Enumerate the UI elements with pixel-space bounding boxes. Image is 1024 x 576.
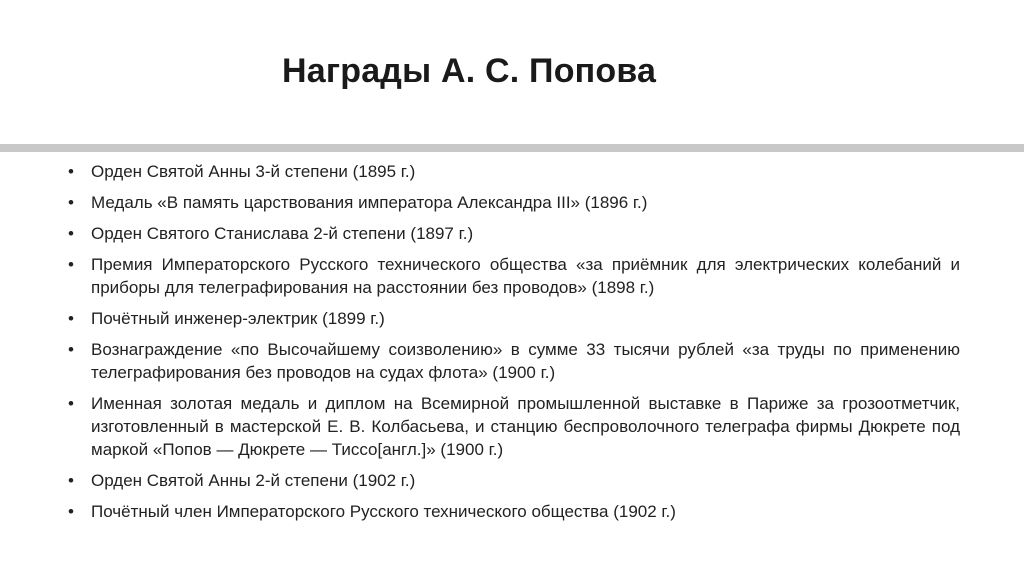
award-text: Почётный инженер-электрик (1899 г.) bbox=[91, 309, 385, 328]
bullet-icon: • bbox=[68, 394, 74, 413]
award-text: Медаль «В память царствования императора Александра III» (1896 г.) bbox=[91, 193, 648, 212]
bullet-icon: • bbox=[68, 255, 74, 274]
list-item bbox=[64, 307, 960, 330]
bullet-icon: • bbox=[68, 162, 74, 181]
list-item bbox=[64, 392, 960, 461]
title-divider bbox=[0, 144, 1024, 152]
award-text: Вознаграждение «по Высочайшему соизволению» в сумме 33 тысячи рублей «за труды по применению телеграфирования без проводов на судах флота» (1900 г.) bbox=[91, 340, 960, 382]
award-text: Именная золотая медаль и диплом на Всемирной промышленной выставке в Париже за грозоотметчик, изготовленный в мастерской Е. В. Колбасьева, и станцию беспроволочного телеграфа фирмы Дюкрете под маркой «Попов — Дюкрете — Тиссо[англ.]» (1900 г.) bbox=[91, 394, 960, 459]
bullet-icon: • bbox=[68, 502, 74, 521]
slide-title: Награды А. С. Попова bbox=[282, 52, 657, 90]
list-item bbox=[64, 160, 960, 183]
list-item bbox=[64, 469, 960, 492]
list-item bbox=[64, 338, 960, 384]
awards-list bbox=[64, 160, 960, 531]
bullet-icon: • bbox=[68, 224, 74, 243]
bullet-icon: • bbox=[68, 309, 74, 328]
award-text: Орден Святого Станислава 2-й степени (1897 г.) bbox=[91, 224, 474, 243]
award-text: Почётный член Императорского Русского технического общества (1902 г.) bbox=[91, 502, 676, 521]
award-text: Орден Святой Анны 2-й степени (1902 г.) bbox=[91, 471, 416, 490]
award-text: Премия Императорского Русского технического общества «за приёмник для электрических колебаний и приборы для телеграфирования на расстоянии без проводов» (1898 г.) bbox=[91, 255, 960, 297]
award-text: Орден Святой Анны 3-й степени (1895 г.) bbox=[91, 162, 416, 181]
bullet-icon: • bbox=[68, 471, 74, 490]
list-item bbox=[64, 500, 960, 523]
list-item bbox=[64, 191, 960, 214]
list-item bbox=[64, 222, 960, 245]
bullet-icon: • bbox=[68, 340, 74, 359]
list-item bbox=[64, 253, 960, 299]
bullet-icon: • bbox=[68, 193, 74, 212]
